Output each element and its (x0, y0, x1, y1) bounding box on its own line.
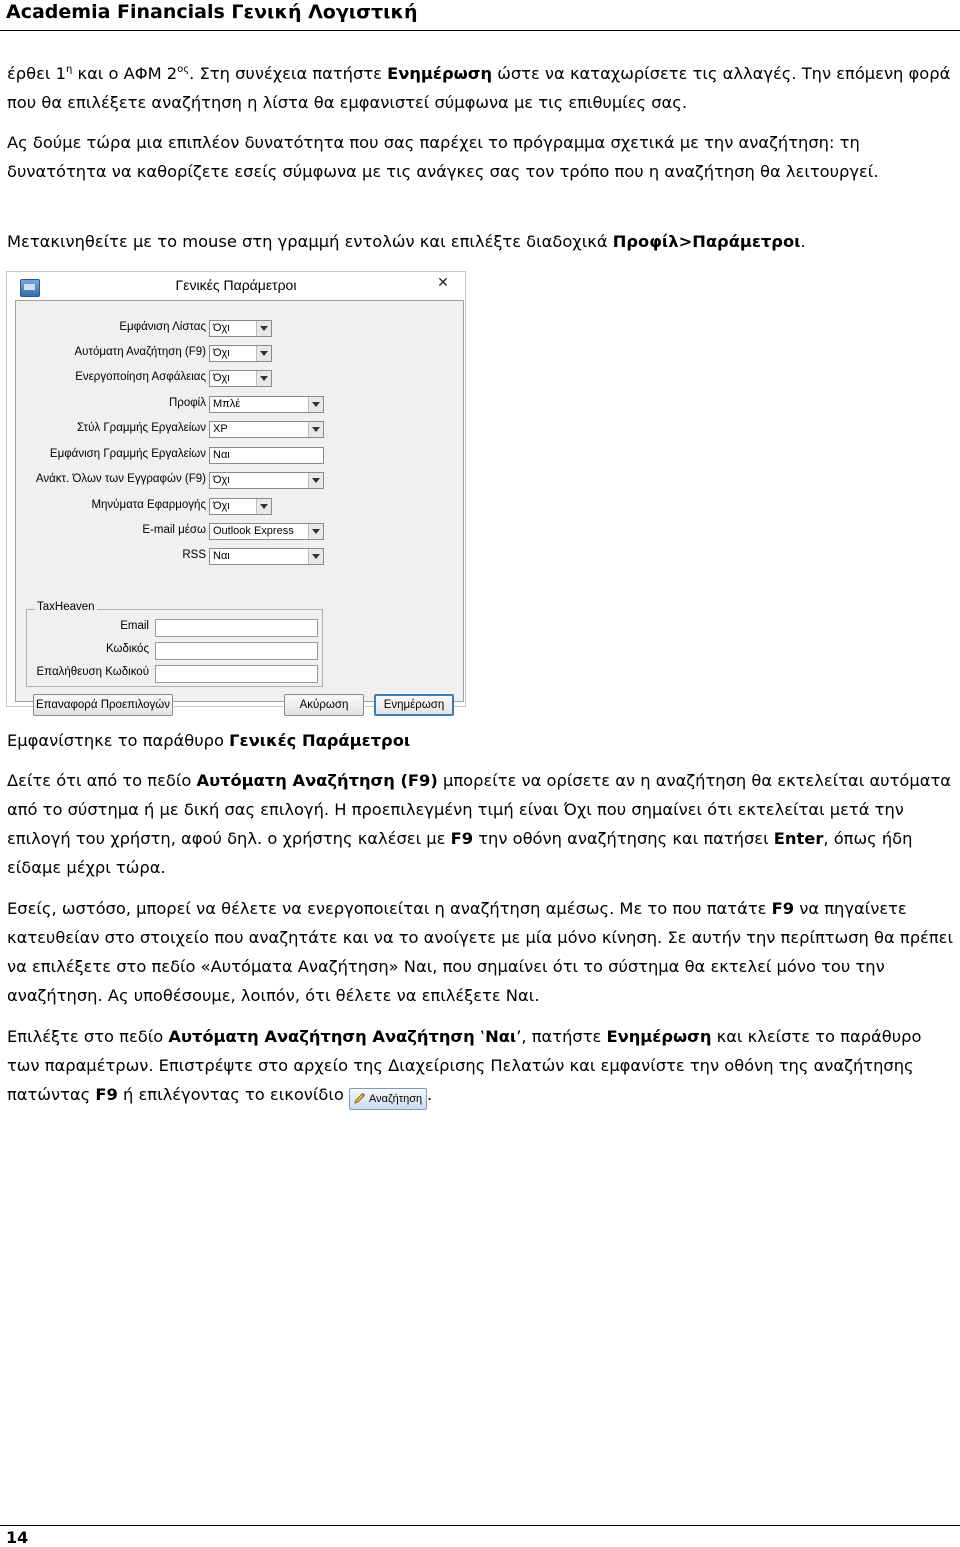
reset-defaults-button[interactable]: Επαναφορά Προεπιλογών (33, 694, 173, 716)
field-label-show-list: Εμφάνιση Λίστας (119, 321, 206, 333)
paragraph-select-yes: Επιλέξτε στο πεδίο Αυτόματη Αναζήτηση Αναζήτηση ‛Ναι’, πατήστε Ενημέρωση και κλείστε το παράθυρο των παραμέτρων. Επιστρέψτε στο αρχείο της Διαχείρισης Πελατών και εμφανίστε την οθόνη της αναζήτησης πατώντας F9 ή επιλέγοντας το εικονίδιο Αναζήτηση . (7, 1022, 955, 1110)
dialog-body (15, 300, 464, 711)
field-label-rss: RSS (182, 549, 206, 561)
dialog-title: Γενικές Παράμετροι (175, 277, 297, 293)
rss-select[interactable]: Ναι (209, 548, 324, 565)
security-select[interactable]: Όχι (209, 370, 272, 387)
paragraph-intro-2: Ας δούμε τώρα μια επιπλέον δυνατότητα που σας παρέχει το πρόγραμμα σχετικά με την αναζήτηση: τη δυνατότητα να καθορίζετε εσείς σύμφωνα με τις ανάγκες σας τον τρόπο που η αναζήτηση θα λειτουργεί. (7, 133, 879, 181)
chevron-down-icon[interactable] (308, 473, 323, 488)
chevron-down-icon[interactable] (308, 397, 323, 412)
field-label-app-messages: Μηνύματα Εφαρμογής (91, 499, 206, 511)
chevron-down-icon[interactable] (308, 422, 323, 437)
cancel-button[interactable]: Ακύρωση (284, 694, 364, 716)
document-header-title: Academia Financials Γενική Λογιστική (6, 1, 418, 23)
chevron-down-icon[interactable] (256, 346, 271, 361)
email-via-select[interactable]: Outlook Express (209, 523, 324, 540)
toolbar-visible-field[interactable]: Ναι (209, 447, 324, 464)
taxheaven-email-input[interactable] (155, 619, 318, 637)
close-icon[interactable]: ✕ (437, 275, 449, 291)
retrieve-all-select[interactable]: Όχι (209, 472, 324, 489)
auto-search-select[interactable]: Όχι (209, 345, 272, 362)
search-toolbar-button[interactable]: Αναζήτηση (349, 1088, 427, 1110)
chevron-down-icon[interactable] (256, 499, 271, 514)
header-divider (0, 30, 960, 31)
paragraph-auto-search: Δείτε ότι από το πεδίο Αυτόματη Αναζήτηση (F9) μπορείτε να ορίσετε αν η αναζήτηση θα εκτελείται αυτόματα από το σύστημα ή με δική σας επιλογή. Η προεπιλεγμένη τιμή είναι Όχι που σημαίνει ότι εκτελείται μετά την επιλογή του χρήστη, αφού δηλ. ο χρήστης καλέσει με F9 την οθόνη αναζήτησης και πατήσει Enter, όπως ήδη είδαμε μέχρι τώρα. (7, 771, 951, 877)
field-label-profile: Προφίλ (168, 397, 206, 409)
profile-select[interactable]: Μπλέ (209, 396, 324, 413)
taxheaven-password-input[interactable] (155, 642, 318, 660)
chevron-down-icon[interactable] (308, 524, 323, 539)
general-parameters-dialog (6, 271, 466, 711)
toolbar-style-select[interactable]: XP (209, 421, 324, 438)
taxheaven-group (26, 601, 323, 687)
paragraph-dialog-shown: Εμφανίστηκε το παράθυρο Γενικές Παράμετροι (7, 731, 411, 750)
paragraph-intro-3: Μετακινηθείτε με το mouse στη γραμμή εντολών και επιλέξτε διαδοχικά Προφίλ>Παράμετροι. (7, 232, 806, 251)
chevron-down-icon[interactable] (308, 549, 323, 564)
taxheaven-confirm-label: Επαλήθευση Κωδικού (36, 666, 149, 678)
chevron-down-icon[interactable] (256, 321, 271, 336)
taxheaven-group-label: TaxHeaven (37, 601, 95, 613)
field-label-retrieve-all: Ανάκτ. Όλων των Εγγραφών (F9) (35, 473, 206, 485)
app-messages-select[interactable]: Όχι (209, 498, 272, 515)
page-number: 14 (6, 1528, 29, 1547)
field-label-auto-search: Αυτόματη Αναζήτηση (F9) (74, 346, 206, 358)
show-list-select[interactable]: Όχι (209, 320, 272, 337)
taxheaven-email-label: Email (120, 620, 149, 632)
footer-divider (0, 1525, 960, 1526)
field-labels (16, 301, 206, 601)
taxheaven-labels (27, 610, 149, 688)
update-button[interactable]: Ενημέρωση (374, 694, 454, 716)
taxheaven-confirm-input[interactable] (155, 665, 318, 683)
field-label-email-via: E-mail μέσω (142, 524, 206, 536)
pencil-icon (354, 1092, 366, 1104)
field-label-security: Ενεργοποίηση Ασφάλειας (75, 371, 206, 383)
field-label-toolbar-visible: Εμφάνιση Γραμμής Εργαλείων (49, 448, 206, 460)
paragraph-intro-1: έρθει $1^\eta$ και ο ΑΦΜ $2^{o\varsigma}$. Στη συνέχεια πατήστε Ενημέρωση ώστε να καταχωρίσετε τις αλλαγές. Την επόμενη φορά που θα επιλέξετε αναζήτηση η λίστα θα εμφανιστεί σύμφωνα με τις επιθυμίες σας. (7, 63, 951, 112)
chevron-down-icon[interactable] (256, 371, 271, 386)
field-label-toolbar-style: Στύλ Γραμμής Εργαλείων (76, 422, 206, 434)
paragraph-immediate-search: Εσείς, ωστόσο, μπορεί να θέλετε να ενεργοποιείται η αναζήτηση αμέσως. Με το που πατάτε F9 να πηγαίνετε κατευθείαν στο στοιχείο που αναζητάτε και να το ανοίγετε με μία μόνο κίνηση. Σε αυτήν την περίπτωση θα πρέπει να επιλέξετε στο πεδίο «Αυτόματα Αναζήτηση» Ναι, που σημαίνει ότι το σύστημα θα εκτελεί μόνο του την αναζήτηση. Ας υποθέσουμε, λοιπόν, ότι θέλετε να επιλέξετε Ναι. (7, 899, 953, 1005)
taxheaven-password-label: Κωδικός (105, 643, 149, 655)
